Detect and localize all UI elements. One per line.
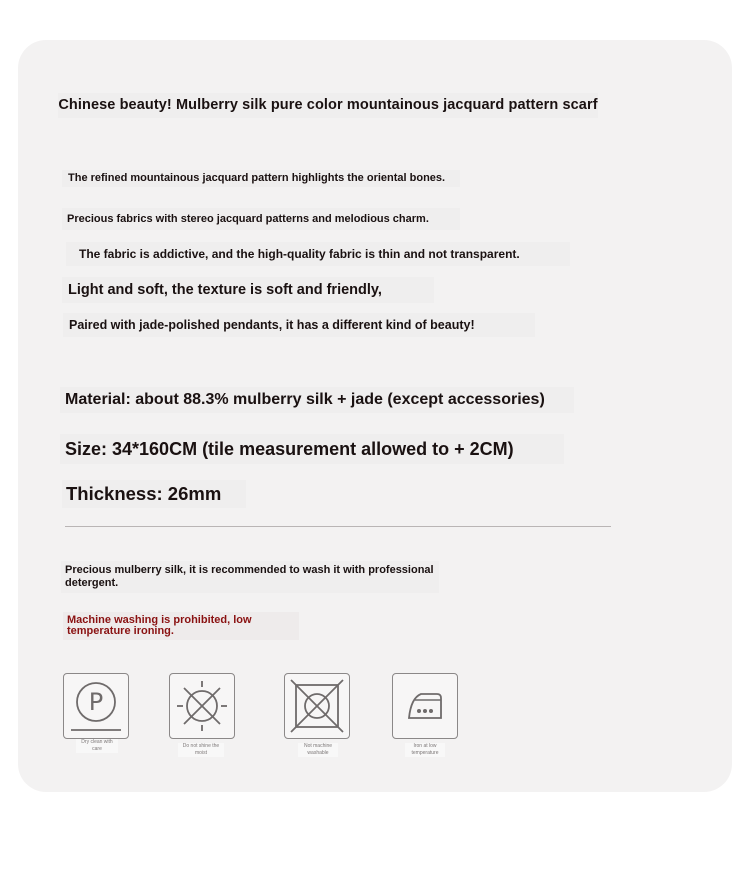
care-warning: Machine washing is prohibited, low temperature ironing. bbox=[63, 612, 299, 640]
care-icon-caption: Do not shine the moist bbox=[178, 743, 224, 757]
svg-text:P: P bbox=[88, 688, 104, 716]
description-line: Light and soft, the texture is soft and friendly, bbox=[62, 277, 434, 303]
dry-clean-icon bbox=[63, 673, 129, 739]
thickness-spec: Thickness: 26mm bbox=[62, 480, 246, 508]
size-spec: Size: 34*160CM (tile measurement allowed to + 2CM) bbox=[60, 434, 564, 464]
no-machine-wash-icon bbox=[284, 673, 350, 739]
product-title: Chinese beauty! Mulberry silk pure color mountainous jacquard pattern scarf bbox=[58, 93, 598, 118]
description-line: The fabric is addictive, and the high-quality fabric is thin and not transparent. bbox=[66, 242, 570, 266]
description-line: Paired with jade-polished pendants, it has a different kind of beauty! bbox=[63, 313, 535, 337]
care-icon-caption: Iron at low temperature bbox=[405, 743, 445, 757]
no-tumble-dry-icon bbox=[169, 673, 235, 739]
description-line: The refined mountainous jacquard pattern highlights the oriental bones. bbox=[62, 170, 460, 187]
material-spec: Material: about 88.3% mulberry silk + jade (except accessories) bbox=[60, 387, 574, 413]
care-icon-caption: Not machine washable bbox=[298, 743, 338, 757]
care-icon-caption: Dry clean with care bbox=[76, 739, 118, 753]
care-recommendation: Precious mulberry silk, it is recommended to wash it with professional detergent. bbox=[61, 561, 439, 593]
iron-low-temperature-icon bbox=[392, 673, 458, 739]
section-divider bbox=[65, 526, 611, 527]
description-line: Precious fabrics with stereo jacquard patterns and melodious charm. bbox=[62, 208, 460, 230]
